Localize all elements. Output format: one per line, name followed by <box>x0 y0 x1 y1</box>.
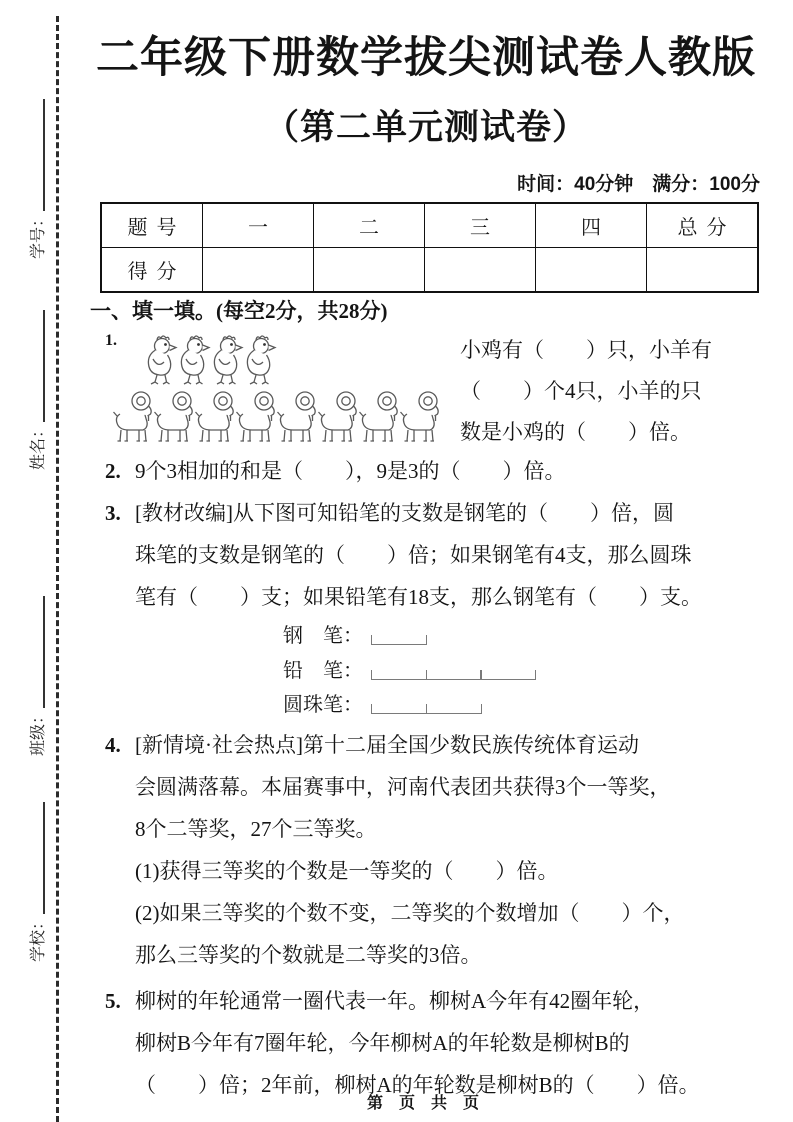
question-number: 2. <box>105 459 121 483</box>
score-cell <box>536 248 647 293</box>
question-1 <box>90 330 762 454</box>
chick-row <box>145 333 277 386</box>
score-table-header-row <box>101 203 758 248</box>
question-number: 5. <box>105 989 121 1013</box>
question-line: 9个3相加的和是（ ），9是3的（ ）倍。 <box>135 459 566 483</box>
ram-icon <box>194 388 235 446</box>
ram-icon <box>153 388 194 446</box>
page-title: 二年级下册数学拔尖测试卷人教版 <box>96 34 756 82</box>
ram-icon <box>276 388 317 446</box>
section-heading: 一、填一填。(每空2分，共28分) <box>90 299 388 323</box>
score-table-score-row <box>101 248 758 293</box>
field-label: 姓名： <box>30 421 47 470</box>
score-header-cell: 总分 <box>647 203 759 248</box>
field-school <box>12 772 48 962</box>
question-line: 柳树B今年有7圈年轮，今年柳树A的年轮数是柳树B的 <box>135 1031 630 1055</box>
field-underline <box>41 310 45 422</box>
chick-icon <box>244 333 277 386</box>
chick-icon <box>211 333 244 386</box>
question-line: （ ）个4只，小羊的只 <box>460 379 702 403</box>
question-3 <box>90 492 762 618</box>
pen-segment <box>426 704 482 714</box>
question-line: 小鸡有（ ）只，小羊有 <box>460 338 712 362</box>
ram-icon <box>399 388 440 446</box>
pen-row <box>283 693 482 717</box>
field-label: 班级： <box>30 707 47 756</box>
question-line: 那么三等奖的个数就是二等奖的3倍。 <box>135 943 482 967</box>
ram-icon <box>317 388 358 446</box>
question-1-text <box>460 330 712 453</box>
field-underline <box>41 596 45 708</box>
field-label: 学校： <box>30 913 47 962</box>
pen-bar <box>371 704 482 714</box>
pen-segment <box>480 670 536 680</box>
field-student-number <box>12 69 48 259</box>
pen-segment <box>371 670 427 680</box>
question-line: 珠笔的支数是钢笔的（ ）倍；如果钢笔有4支，那么圆珠 <box>135 543 692 567</box>
question-2 <box>90 450 762 492</box>
question-4 <box>90 724 762 976</box>
score-cell <box>314 248 425 293</box>
question-line: (1)获得三等奖的个数是一等奖的（ ）倍。 <box>135 859 559 883</box>
question-line: [新情境·社会热点]第十二届全国少数民族传统体育运动 <box>135 733 639 757</box>
score-header-cell: 一 <box>203 203 314 248</box>
dashed-cut-line <box>56 16 59 1122</box>
score-header-cell: 四 <box>536 203 647 248</box>
field-name <box>12 280 48 470</box>
question-line: 柳树的年轮通常一圈代表一年。柳树A今年有42圈年轮， <box>135 989 655 1013</box>
ram-icon <box>112 388 153 446</box>
page-subtitle: （第二单元测试卷） <box>263 108 588 147</box>
question-line: （ ）倍；2年前，柳树A的年轮数是柳树B的（ ）倍。 <box>135 1073 700 1097</box>
question-number: 3. <box>105 501 121 525</box>
score-header-cell: 二 <box>314 203 425 248</box>
pen-segment <box>426 670 482 680</box>
question-line: 8个二等奖，27个三等奖。 <box>135 817 377 841</box>
pen-segment <box>371 635 427 645</box>
pen-label: 铅 笔： <box>283 660 363 682</box>
page-footer: 第 页 共 页 <box>366 1095 485 1112</box>
question-line: 笔有（ ）支；如果铅笔有18支，那么钢笔有（ ）支。 <box>135 585 702 609</box>
score-row-label: 得分 <box>101 248 203 293</box>
score-table <box>100 202 759 293</box>
field-label: 学号： <box>30 210 47 259</box>
ram-row <box>112 388 440 446</box>
pen-bar <box>371 670 536 680</box>
score-cell <box>425 248 536 293</box>
score-cell <box>203 248 314 293</box>
pen-row <box>283 624 427 648</box>
score-header-cell: 题号 <box>101 203 203 248</box>
field-underline <box>41 802 45 914</box>
ram-icon <box>358 388 399 446</box>
pen-label: 钢 笔： <box>283 625 363 647</box>
field-class <box>12 566 48 756</box>
score-header-cell: 三 <box>425 203 536 248</box>
field-underline <box>41 99 45 211</box>
question-line: 会圆满落幕。本届赛事中，河南代表团共获得3个一等奖， <box>135 775 671 799</box>
pen-segment <box>371 704 427 714</box>
question-line: 数是小鸡的（ ）倍。 <box>460 420 691 444</box>
score-cell <box>647 248 759 293</box>
exam-meta: 时间：40分钟 满分：100分 <box>517 174 760 195</box>
pen-label: 圆珠笔： <box>283 694 363 716</box>
question-number: 1. <box>105 332 117 349</box>
question-line: [教材改编]从下图可知铅笔的支数是钢笔的（ ）倍，圆 <box>135 501 674 525</box>
pen-bar <box>371 635 427 645</box>
question-5 <box>90 980 762 1106</box>
question-number: 4. <box>105 733 121 757</box>
chick-icon <box>145 333 178 386</box>
chick-icon <box>178 333 211 386</box>
main-content <box>90 0 762 1122</box>
pen-row <box>283 659 536 683</box>
ram-icon <box>235 388 276 446</box>
question-line: (2)如果三等奖的个数不变，二等奖的个数增加（ ）个， <box>135 901 685 925</box>
